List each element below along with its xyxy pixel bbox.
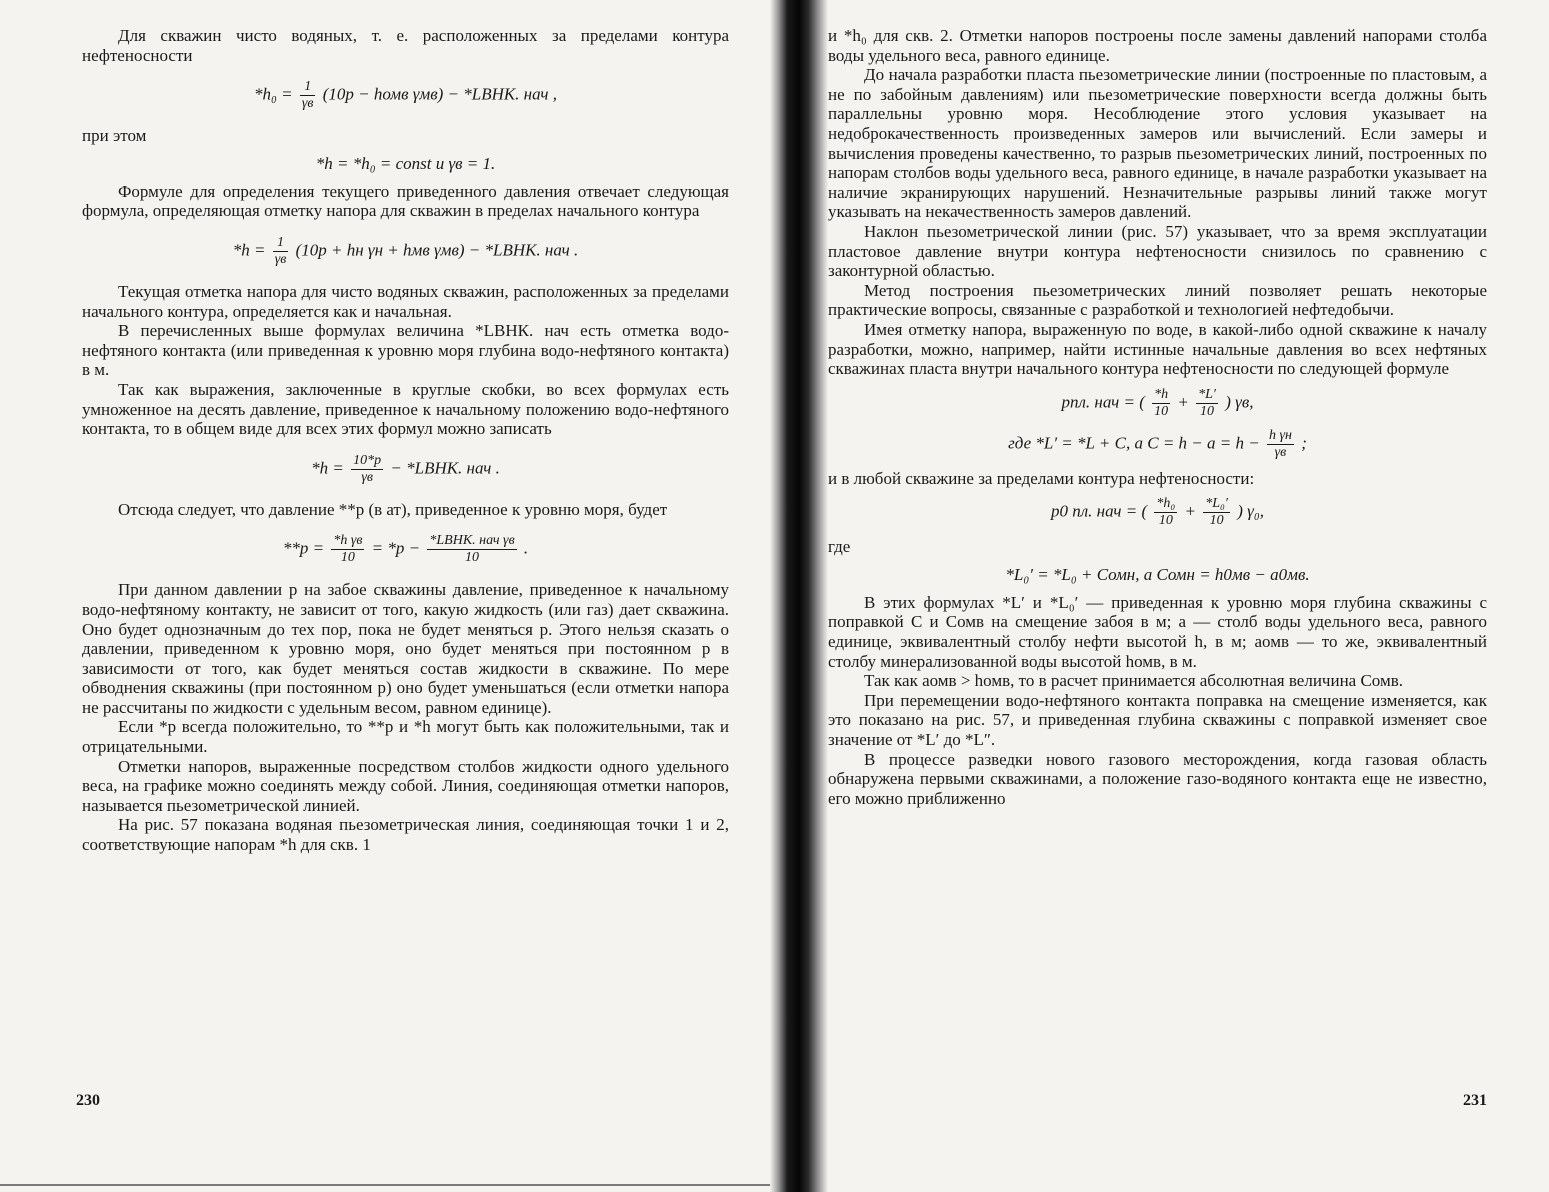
- paragraph: При перемещении водо-нефтяного контакта поправка на смещение изменяется, как это показано на рис. 57, и приведенная глубина скважины с поправкой изменяет свое значение от *L′ до *L″.: [828, 690, 1487, 750]
- denominator: 10: [1154, 403, 1169, 419]
- denominator: γв: [274, 251, 287, 267]
- paragraph: Отсюда следует, что давление **p (в ат), приведенное к уровню моря, будет: [118, 499, 668, 519]
- right-page: [790, 0, 1549, 1192]
- fraction: [1196, 387, 1218, 420]
- numerator: h γн: [1268, 427, 1292, 443]
- paragraph: при этом: [82, 126, 147, 146]
- fraction: [331, 533, 364, 566]
- paragraph: где: [828, 537, 851, 557]
- fraction: [1152, 387, 1170, 420]
- formula-part: ;: [1301, 433, 1307, 453]
- fraction: [1154, 496, 1177, 529]
- formula-part: ) γв,: [1225, 392, 1254, 412]
- denominator: 10: [1158, 513, 1173, 529]
- formula-part: +: [1177, 392, 1189, 412]
- formula-part: *h₀ =: [254, 84, 293, 104]
- paragraph: Наклон пьезометрической линии (рис. 57) указывает, что за время эксплуатации пластовое давление внутри контура нефтеносности снизилось по сравнению с законтурной областью.: [828, 221, 1487, 281]
- formula: [828, 428, 1487, 461]
- formula-part: где *L′ = *L + C, а C = h − a = h −: [1008, 433, 1260, 453]
- numerator: 10*p: [353, 452, 382, 468]
- numerator: 1: [300, 79, 316, 96]
- denominator: 10: [1209, 513, 1224, 529]
- paragraph: В процессе разведки нового газового месторождения, когда газовая область обнаружена первыми скважинами, а положение газо-водяного контакта еще не известно, его можно приближенно: [828, 749, 1487, 808]
- numerator: *L′: [1198, 386, 1216, 402]
- paragraph: Для скважин чисто водяных, т. е. расположенных за пределами контура нефтеносности: [82, 26, 729, 65]
- paragraph: Так как выражения, заключенные в круглые скобки, во всех формулах есть умноженное на десять давление, приведенное к начальному положению водо-нефтяного контакта, то в общем виде для всех этих формул можно записать: [82, 379, 729, 439]
- numerator: 1: [273, 235, 289, 252]
- numerator: *h₀: [1156, 496, 1176, 512]
- fraction: [351, 453, 383, 486]
- paragraph: Текущая отметка напора для чисто водяных скважин, расположенных за пределами начального контура, определяется как и начальная.: [82, 281, 729, 321]
- page-number: 230: [76, 1092, 100, 1109]
- denominator: 10: [340, 550, 355, 566]
- paragraph: Так как aомв > hомв, то в расчет принимается абсолютная величина Cомв.: [864, 671, 1404, 691]
- numerator: *L₀′: [1205, 496, 1228, 512]
- paragraph: Формуле для определения текущего приведенного давления отвечает следующая формула, определяющая отметку напора для скважин в пределах начального контура: [82, 181, 729, 221]
- formula-part: *h =: [232, 240, 266, 260]
- numerator: *LВНК. нач γв: [429, 533, 515, 549]
- formula-part: +: [1184, 501, 1196, 521]
- formula-part: − *LВНК. нач .: [390, 458, 500, 478]
- formula-part: ) γ₀,: [1237, 501, 1264, 521]
- formula-part: *h =: [311, 458, 344, 478]
- formula: *L₀′ = *L₀ + Cомн, а Cомн = h0мв − a0мв.: [1005, 564, 1310, 584]
- fraction: [1267, 428, 1294, 461]
- fraction: [1203, 496, 1230, 529]
- fraction: [273, 235, 289, 268]
- paragraph: Если *p всегда положительно, то **p и *h могут быть как положительными, так и отрицательными.: [82, 717, 729, 757]
- paragraph: и *h₀ для скв. 2. Отметки напоров построены после замены давлений напорами столба воды удельного веса, равного единице.: [828, 26, 1487, 65]
- formula-part: pпл. нач = (: [1061, 392, 1145, 412]
- formula: [82, 533, 729, 566]
- formula-part: p0 пл. нач = (: [1051, 501, 1148, 521]
- paragraph: При данном давлении p на забое скважины давление, приведенное к начальному водо-нефтяному контакту, не зависит от того, какую жидкость (или газ) дает скважина. Оно будет однозначным до тех пор, пока не будет меняться p. Этого нельзя сказать о давлении, приведенном к уровню моря, оно будет меняться при постоянном p в зависимости от того, как будет меняться состав жидкости в скважине. По мере обводнения скважины (при постоянном p) оно будет уменьшаться (если отметки напора не рассчитаны по жидкости с удельным весом, равном единице).: [82, 580, 729, 717]
- page-number: 231: [1463, 1092, 1487, 1109]
- paragraph: Метод построения пьезометрических линий позволяет решать некоторые практические вопросы, связанные с разработкой и технологией нефтедобычи.: [828, 280, 1487, 320]
- fraction: [427, 533, 516, 566]
- fraction: [300, 79, 316, 112]
- paragraph: В перечисленных выше формулах величина *LВНК. нач есть отметка водо-нефтяного контакта (или приведенная к уровню моря глубина водо-нефтяного контакта) в м.: [82, 321, 729, 380]
- denominator: 10: [465, 550, 480, 566]
- formula: [82, 453, 729, 486]
- formula: *h = *h₀ = const и γв = 1.: [315, 153, 496, 173]
- numerator: *h: [1154, 386, 1169, 402]
- formula: [828, 496, 1487, 529]
- denominator: γв: [361, 469, 373, 485]
- paragraph: и в любой скважине за пределами контура нефтеносности:: [828, 468, 1255, 488]
- bottom-edge-line: [0, 1184, 770, 1186]
- formula-part: (10p − hомв γмв) − *LВНК. нач ,: [322, 84, 557, 104]
- paragraph: На рис. 57 показана водяная пьезометрическая линия, соединяющая точки 1 и 2, соответствующие напорам *h для скв. 1: [82, 815, 729, 855]
- formula: [82, 79, 729, 112]
- denominator: γв: [301, 96, 314, 112]
- formula-part: **p =: [282, 538, 325, 558]
- paragraph: До начала разработки пласта пьезометрические линии (построенные по пластовым, а не по забойным давлениям) или пьезометрические поверхности всегда должны быть параллельны уровню моря. Несоблюдение этого условия указывает на недоброкачественность произведенных замеров или вычислений. Если замеры и вычисления проведены качественно, то разрыв пьезометрических линий, построенных по напорам столбов воды удельного веса, равного единице, в начале разработки указывает на наличие экранирующих нарушений. Незначительные разрывы линий также могут указывать на некачественность замеров давлений.: [828, 65, 1487, 222]
- paragraph: Имея отметку напора, выраженную по воде, в какой-либо одной скважине к началу разработки, можно, например, найти истинные начальные давления во всех нефтяных скважинах пласта внутри начального контура нефтеносности по следующей формуле: [828, 319, 1487, 379]
- formula: [828, 387, 1487, 420]
- numerator: *h γв: [333, 533, 363, 549]
- paragraph: Отметки напоров, выраженные посредством столбов жидкости одного удельного веса, на графике можно соединять между собой. Линия, соединяющая отметки напоров, называется пьезометрической линией.: [82, 756, 729, 815]
- formula-part: (10p + hн γн + hмв γмв) − *LВНК. нач .: [295, 240, 579, 260]
- paragraph: В этих формулах *L′ и *L₀′ — приведенная к уровню моря глубина скважины с поправкой C и Cомв на смещение забоя в м; a — столб воды удельного веса, равного единице, эквивалентный столбу нефти высотой h, в м; aомв — то же, эквивалентный столбу минерализованной воды высотой hомв, в м.: [828, 592, 1487, 671]
- denominator: γв: [1274, 444, 1287, 460]
- formula-part: = *p −: [371, 538, 421, 558]
- denominator: 10: [1200, 403, 1215, 419]
- formula: [82, 235, 729, 268]
- formula-part: .: [523, 538, 529, 558]
